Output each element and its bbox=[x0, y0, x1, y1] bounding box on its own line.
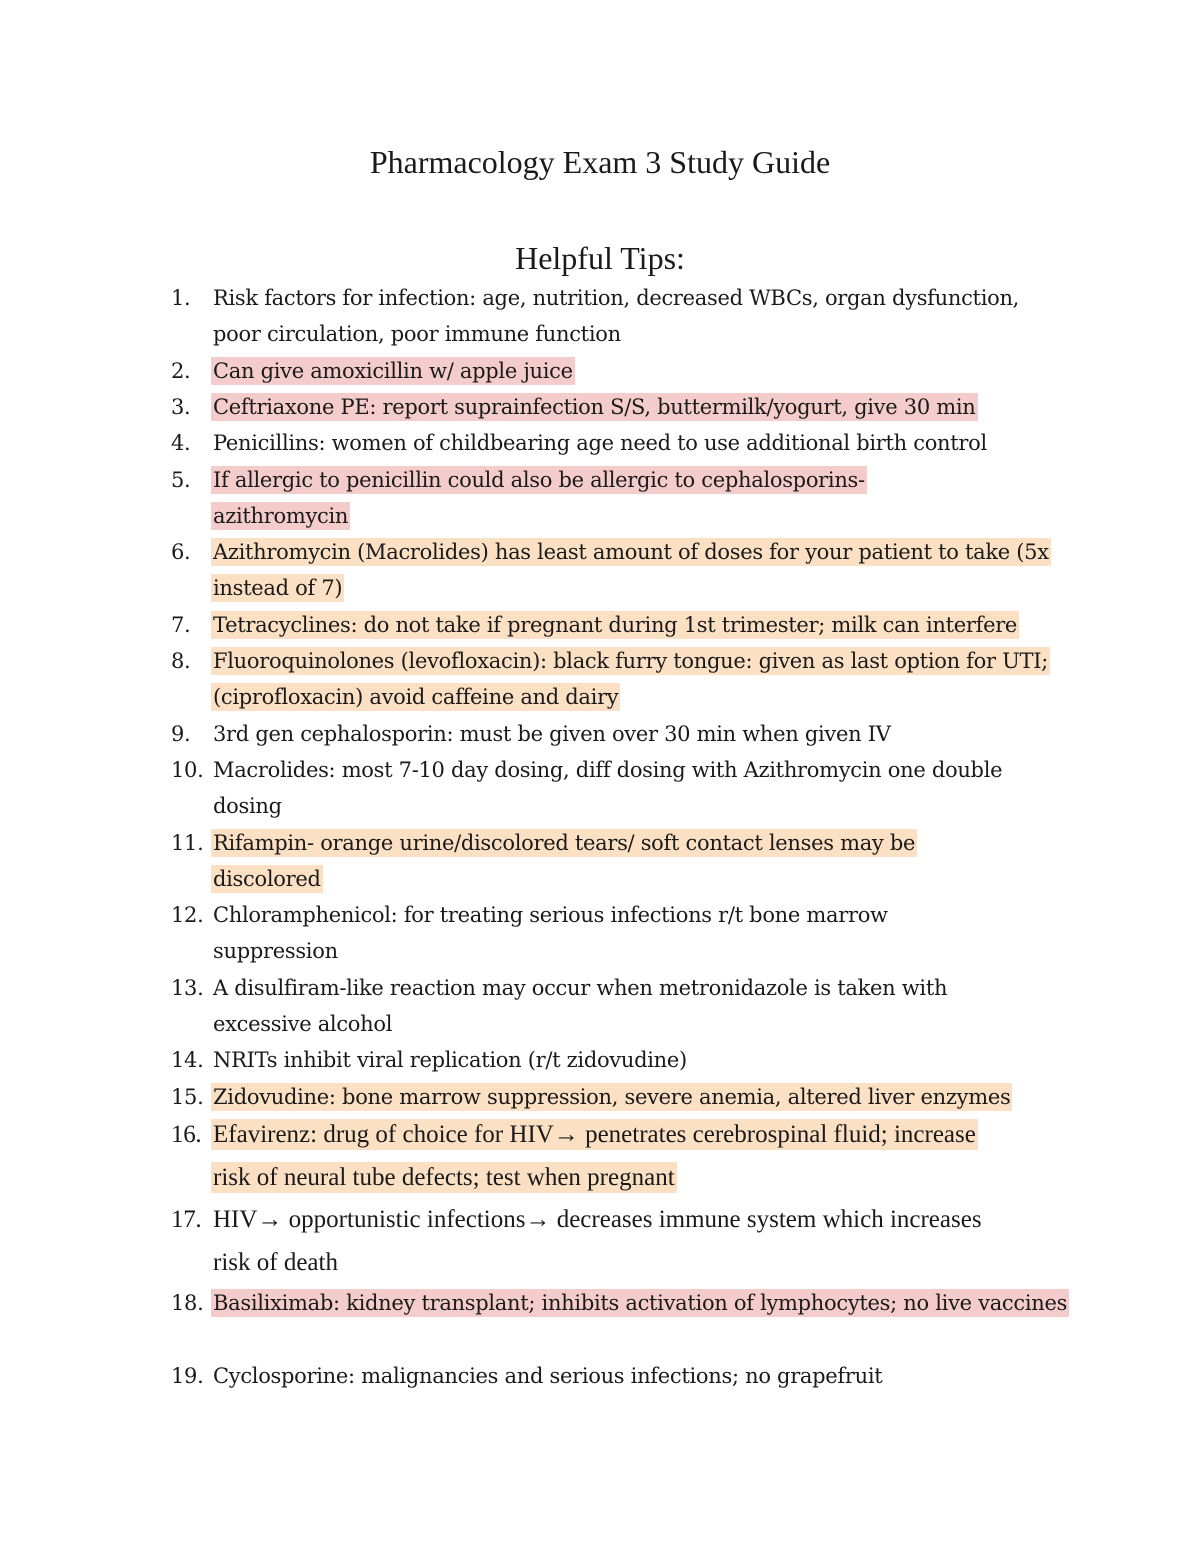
list-item-number: 9. bbox=[171, 722, 191, 746]
list-item-text: HIV→ opportunistic infections→ decreases immune system which increases risk of death bbox=[213, 1206, 982, 1276]
list-item-text: Zidovudine: bone marrow suppression, severe anemia, altered liver enzymes bbox=[213, 1085, 1011, 1109]
section-heading: Helpful Tips: bbox=[515, 240, 685, 276]
list-item-number: 16. bbox=[171, 1121, 202, 1148]
list-item-number: 12. bbox=[171, 903, 204, 927]
list-item-text: Risk factors for infection: age, nutrition, decreased WBCs, organ dysfunction, poor circulation, poor immune function bbox=[213, 286, 1020, 346]
list-item-text: Rifampin- orange urine/discolored tears/ soft contact lenses may be discolored bbox=[213, 831, 916, 891]
list-item-number: 3. bbox=[171, 395, 191, 419]
list-item-number: 1. bbox=[171, 286, 191, 310]
list-item-number: 7. bbox=[171, 613, 191, 637]
list-item-number: 13. bbox=[171, 976, 204, 1000]
list-item-text: Macrolides: most 7-10 day dosing, diff dosing with Azithromycin one double dosing bbox=[213, 758, 1003, 818]
list-item-number: 10. bbox=[171, 758, 204, 782]
list-item-text: Can give amoxicillin w/ apple juice bbox=[213, 359, 573, 383]
list-item-text: Penicillins: women of childbearing age need to use additional birth control bbox=[213, 431, 987, 455]
list-item-text: Tetracyclines: do not take if pregnant during 1st trimester; milk can interfere bbox=[213, 613, 1018, 637]
list-item-text: NRITs inhibit viral replication (r/t zidovudine) bbox=[213, 1048, 687, 1072]
list-item-text: Azithromycin (Macrolides) has least amount of doses for your patient to take (5x instead of 7) bbox=[213, 540, 1049, 600]
list-item-number: 11. bbox=[171, 831, 204, 855]
list-item-number: 2. bbox=[171, 359, 191, 383]
list-item-text: Ceftriaxone PE: report suprainfection S/S, buttermilk/yogurt, give 30 min bbox=[213, 395, 976, 419]
list-item-number: 15. bbox=[171, 1085, 204, 1109]
list-item-number: 5. bbox=[171, 468, 191, 492]
list-item-text: Basiliximab: kidney transplant; inhibits activation of lymphocytes; no live vaccines bbox=[213, 1291, 1068, 1315]
list-item-number: 6. bbox=[171, 540, 191, 564]
document-title: Pharmacology Exam 3 Study Guide bbox=[369, 144, 831, 180]
list-item-number: 17. bbox=[171, 1206, 202, 1233]
list-item-number: 14. bbox=[171, 1048, 204, 1072]
list-item-text: Cyclosporine: malignancies and serious infections; no grapefruit bbox=[213, 1364, 883, 1388]
list-item-number: 18. bbox=[171, 1291, 204, 1315]
list-item-text: Fluoroquinolones (levofloxacin): black furry tongue: given as last option for UTI; (ciprofloxacin) avoid caffeine and dairy bbox=[213, 649, 1048, 709]
list-item-number: 19. bbox=[171, 1364, 204, 1388]
list-item-text: Efavirenz: drug of choice for HIV→ penetrates cerebrospinal fluid; increase risk of neural tube defects; test when pregnant bbox=[213, 1121, 976, 1191]
list-item-text: A disulfiram-like reaction may occur when metronidazole is taken with excessive alcohol bbox=[213, 976, 948, 1036]
list-item-number: 8. bbox=[171, 649, 191, 673]
list-item-text: Chloramphenicol: for treating serious infections r/t bone marrow suppression bbox=[213, 903, 888, 963]
list-item-number: 4. bbox=[171, 431, 191, 455]
list-item-text: If allergic to penicillin could also be allergic to cephalosporins- azithromycin bbox=[213, 468, 865, 528]
list-item-text: 3rd gen cephalosporin: must be given over 30 min when given IV bbox=[213, 722, 891, 746]
